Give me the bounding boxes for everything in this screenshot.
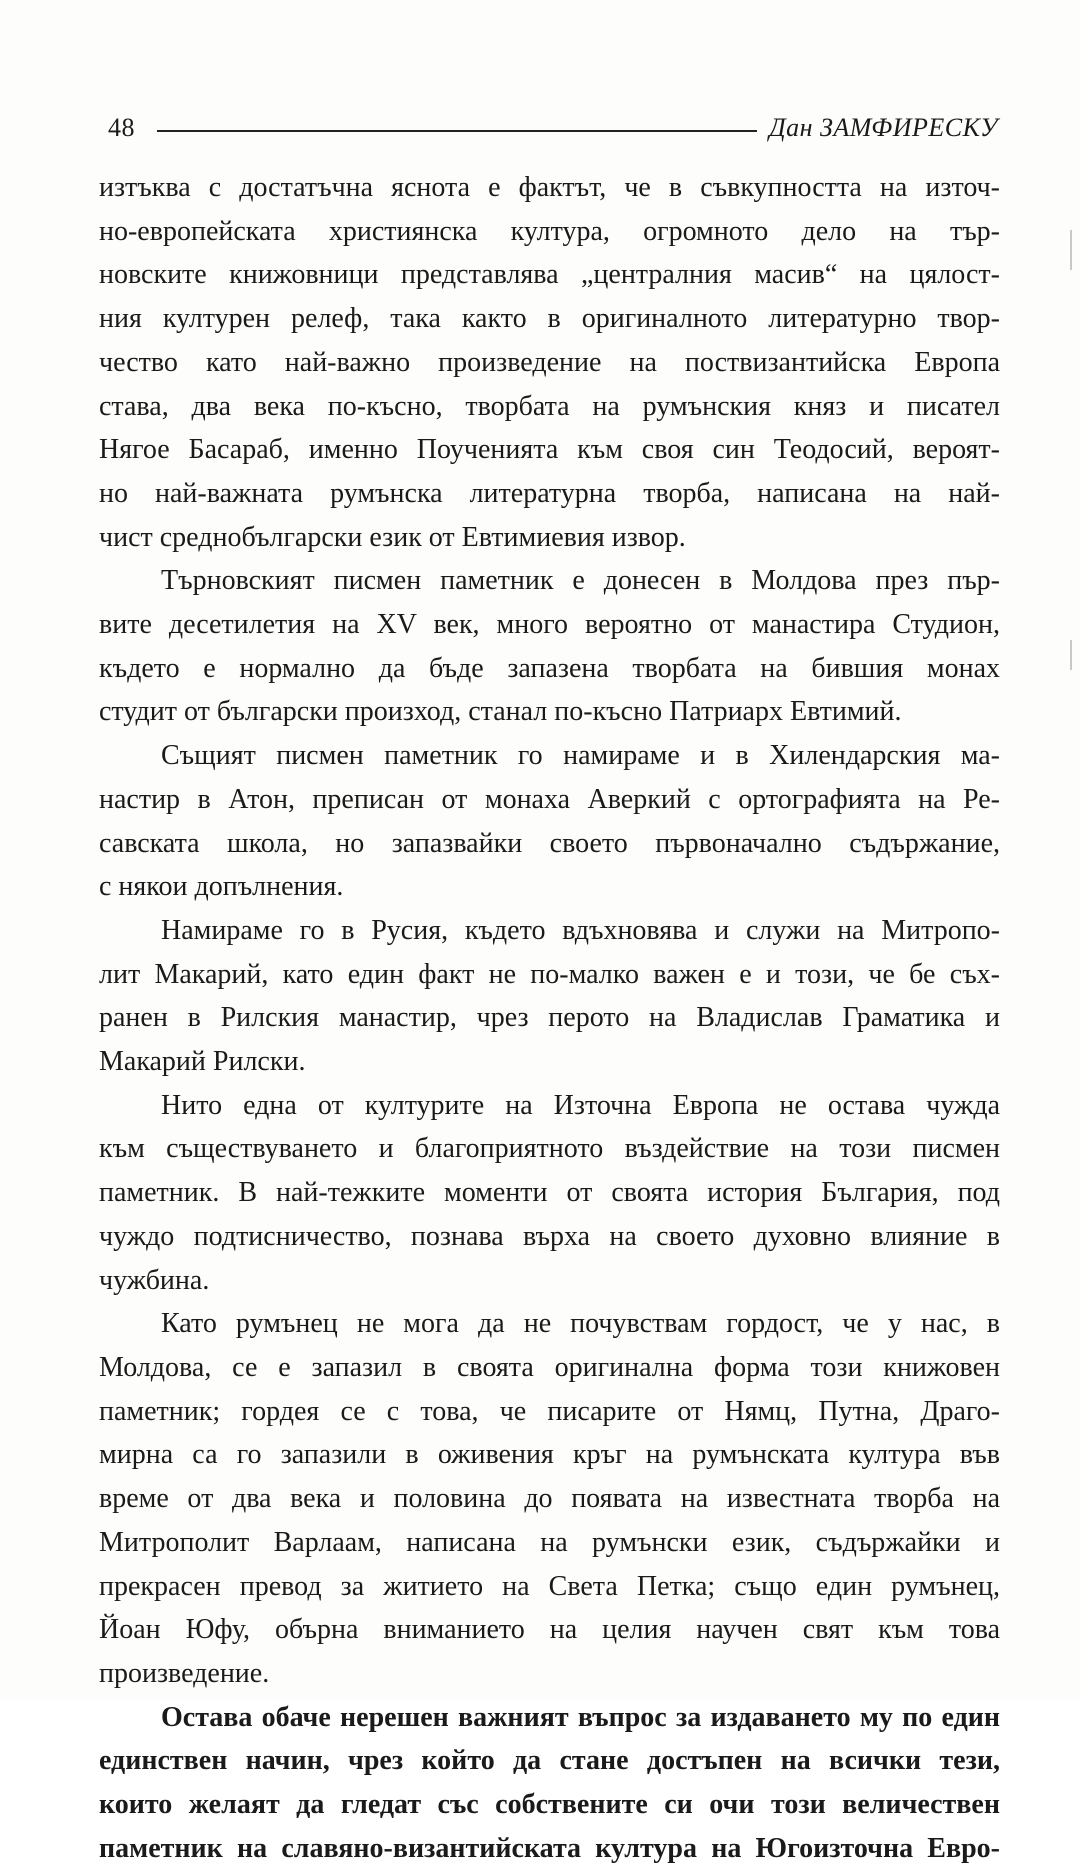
text-line: ния културен релеф, така както в оригиналното литературно твор-	[99, 303, 1000, 335]
text-line: Нягое Басараб, именно Поученията към своя син Теодосий, вероят-	[99, 434, 1000, 466]
running-author: Дан ЗАМФИРЕСКУ	[769, 113, 998, 142]
text-line: чист среднобългарски език от Евтимиевия извор.	[99, 521, 686, 553]
text-line: чуждо подтисничество, познава върха на своето духовно влияние в	[99, 1220, 1000, 1252]
paragraph	[99, 734, 1000, 909]
paragraph	[99, 559, 1000, 734]
paragraph	[99, 1696, 1000, 1870]
page-number: 48	[108, 113, 135, 142]
text-line: време от два века и половина до появата на известната творба на	[99, 1483, 1000, 1515]
paragraph	[99, 1084, 1000, 1303]
text-line: Остава обаче нерешен важният въпрос за издаването му по един	[161, 1701, 1000, 1733]
text-line: но-европейската християнска култура, огромното дело на тър-	[99, 215, 1000, 247]
text-line: паметник. В най-тежките моменти от своята история България, под	[99, 1177, 1000, 1209]
text-line: Същият писмен паметник го намираме и в Хилендарския ма-	[161, 740, 1000, 772]
text-line: Като румънец не мога да не почувствам гордост, че у нас, в	[161, 1308, 1000, 1340]
header-rule	[157, 130, 757, 132]
text-line: Йоан Юфу, обърна вниманието на целия научен свят към това	[99, 1614, 1000, 1646]
text-line: чужбина.	[99, 1264, 210, 1296]
paragraph	[99, 1302, 1000, 1695]
text-line: студит от български произход, станал по-късно Патриарх Евтимий.	[99, 696, 902, 728]
text-line: произведение.	[99, 1657, 270, 1689]
text-line: става, два века по-късно, творбата на румънския княз и писател	[99, 390, 1000, 422]
scan-artifact	[1070, 640, 1072, 670]
text-line: Търновският писмен паметник е донесен в Молдова през пър-	[161, 565, 1000, 597]
text-line: единствен начин, чрез който да стане достъпен на всички тези,	[99, 1745, 1000, 1777]
text-line: които желаят да гледат със собствените си очи този величествен	[99, 1789, 1000, 1821]
text-line: но най-важната румънска литературна творба, написана на най-	[99, 477, 1000, 509]
text-line: ранен в Рилския манастир, чрез перото на Владислав Граматика и	[99, 1002, 1000, 1034]
paragraph	[99, 166, 1000, 559]
text-line: изтъква с достатъчна яснота е фактът, че в съвкупността на източ-	[99, 172, 1000, 203]
text-line: новските книжовници представлява „централния масив“ на цялост-	[99, 259, 1000, 291]
text-line: Молдова, се е запазил в своята оригинална форма този книжовен	[99, 1351, 1000, 1383]
text-line: чество като най-важно произведение на поствизантийска Европа	[99, 346, 1000, 378]
text-line: паметник на славяно-византийската култура на Югоизточна Евро-	[99, 1832, 1000, 1864]
text-line: където е нормално да бъде запазена творбата на бившия монах	[99, 652, 1000, 684]
text-line: настир в Атон, преписан от монаха Аверкий с ортографията на Ре-	[99, 783, 1000, 815]
text-line: с някои допълнения.	[99, 871, 344, 903]
text-line: Митрополит Варлаам, написана на румънски език, съдържайки и	[99, 1526, 1000, 1558]
text-line: към съществуването и благоприятното въздействие на този писмен	[99, 1133, 1000, 1165]
running-header	[108, 108, 998, 148]
text-line: мирна са го запазили в оживения кръг на румънската култура във	[99, 1439, 1000, 1471]
text-line: Намираме го в Русия, където вдъхновява и служи на Митропо-	[161, 914, 1000, 946]
text-line: вите десетилетия на XV век, много вероятно от манастира Студион,	[99, 609, 1000, 641]
text-line: савската школа, но запазвайки своето първоначално съдържание,	[99, 827, 1000, 859]
scan-artifact	[1070, 230, 1072, 270]
text-line: Макарий Рилски.	[99, 1046, 306, 1078]
text-line: паметник; гордея се с това, че писарите от Нямц, Путна, Драго-	[99, 1395, 1000, 1427]
text-line: Нито една от културите на Източна Европа не остава чужда	[161, 1089, 1000, 1121]
text-line: лит Макарий, като един факт не по-малко важен е и този, че бе съх-	[99, 958, 1000, 990]
text-line: прекрасен превод за житието на Света Петка; също един румънец,	[99, 1570, 1000, 1602]
body-text	[99, 166, 1000, 1870]
paragraph	[99, 909, 1000, 1084]
